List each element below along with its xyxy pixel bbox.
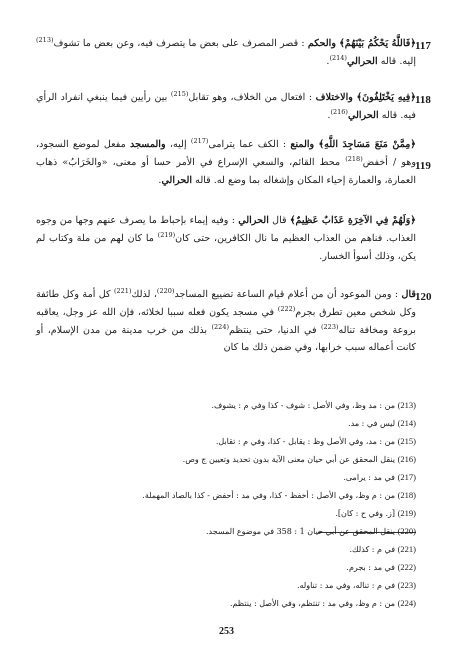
footnote-ref: (219) [157, 230, 176, 239]
entry-text: : افتعال من الخلاف، وهو تقابل [188, 92, 313, 103]
footnote-number: (216) [397, 454, 416, 464]
footnote-text: في مد : يرامى. [343, 473, 396, 482]
footnote-text: ليس في : مد. [348, 419, 396, 428]
footnote [36, 490, 416, 501]
footnote-text: في م : تناله، وفي مد : تناوله. [296, 581, 396, 590]
term: قال [401, 289, 416, 300]
entry-text: بذلك من خرب مدينة من مدن الإسلام، أو كانت أعماله سبب خرابها، وفي ضمن ذلك ما كان [36, 324, 416, 354]
entry-text: في مسجد يكون فعله سببا لخلائه، فإن الله عز وجل، يعاقبه بروعة ومخافة تناله [36, 306, 416, 336]
footnote-text: من : مد، وفي الأصل وظ : يقابل - كذا، وفي م : تقابل. [215, 437, 396, 446]
entry-number: 119 [415, 160, 431, 172]
footnote-text: ينقل المحقق عن أبي حيان معنى الآية بدون تحديد وتعيين ج وص. [182, 455, 396, 464]
verse-quote: ﴿مِمَّنْ مَنَعَ مَسَاجِدَ اللَّهِ﴾ [318, 139, 417, 150]
entry-120 [36, 286, 416, 357]
entry-text: بين رأيين فيما ينبغي انفراد الرأي فيه. قاله [36, 92, 416, 121]
footnote-number: (221) [397, 544, 416, 554]
footnote-text: من : م وظ، وفي مد : تنتظم، وفي الأصل : ينتظم. [229, 599, 396, 608]
entry-text: كل أمة وكل طائفة وكل شخص معين تطرق بجرم [36, 289, 416, 318]
footnote-text: ينقل المحقق عن أبي حيان 1 : 358 في موضوع المسجد. [206, 527, 396, 536]
footnote [36, 400, 416, 411]
entry-119-continuation [36, 212, 416, 265]
footnote-ref: (217) [190, 137, 209, 145]
footnote-number: (218) [397, 490, 416, 500]
entry-text: مفعل لموضع السجود، وهو / أخفض [36, 139, 416, 168]
entry-number: 117 [415, 40, 431, 52]
entry-text: . [158, 174, 162, 186]
entry-text: إليه. قاله [380, 55, 416, 67]
entry-text: محط القائم، والسعي الإسراع في الأمر حسا أو معنى، «والخَرَابُ» ذهاب العمارة، والعمارة إحياء المكان وإشغاله بما وضع له. قاله [36, 156, 416, 186]
footnote-ref: (213) [36, 36, 54, 44]
footnote [36, 508, 416, 519]
entry-text: إليه، [169, 139, 187, 150]
footnote-number: (217) [397, 472, 416, 482]
verse-quote: ﴿فَاللَّهُ يَحْكُمُ بَيْنَهُمْ﴾ [339, 38, 416, 49]
entry-text: : الكف عما يترامى [208, 139, 287, 150]
author-name: الحرالي [347, 109, 379, 121]
footnote-ref: (215) [170, 90, 189, 98]
author-name: الحرالي [161, 174, 193, 186]
term: والمسجد [130, 139, 166, 150]
term: والحكم [307, 38, 336, 49]
footnote-text: من : م وظ، وفي الأصل : أخفظ - كذا، وفي مد : أحفض - كذا بالصاد المهملة. [142, 491, 396, 500]
footnote-number: (224) [397, 598, 416, 608]
author-name: الحرالي [238, 215, 269, 226]
footnote-ref: (221) [113, 287, 132, 295]
footnote-ref: (220) [156, 287, 175, 295]
entry-text: : قصر المصرف على بعض ما يتصرف فيه، وعن بعض ما تشوف [53, 38, 305, 49]
entry-text: ، لذلك [131, 289, 157, 300]
entry-text: : ومن الموعود أن من أعلام قيام الساعة تضييع المساجد [174, 289, 399, 300]
footnote-number: (214) [397, 418, 416, 428]
footnote [36, 544, 416, 555]
entry-text: : وفيه إيماء بإحباط ما يصرف عنهم وجها من وجوه العذاب. فناهم من العذاب العظيم ما نال الكافرين، حتى كان [36, 215, 417, 244]
term: والاختلاف [315, 92, 353, 103]
footnote-ref: (222) [277, 304, 296, 313]
term: والمنع [290, 139, 315, 150]
footnote [36, 472, 416, 483]
footnote-number: (215) [397, 436, 416, 446]
entry-number: 120 [415, 291, 432, 303]
entry-text: في الدنيا، حتى ينتظم [229, 324, 317, 336]
footnote-ref: (224) [211, 322, 230, 331]
entry-118 [36, 89, 416, 125]
footnote [36, 562, 416, 573]
footnote-ref: (218) [345, 154, 363, 163]
entry-text: . [327, 109, 331, 121]
verse-quote: ﴿وَلَهُمْ فِي الآخِرَةِ عَذَابٌ عَظِيمٌ﴾ [289, 215, 416, 226]
entry-119 [36, 136, 416, 189]
footnote-number: (223) [397, 580, 416, 590]
footnote-text: في م : كذلك. [349, 545, 396, 554]
footnote-text: في مد : بجرم. [346, 563, 396, 572]
verse-quote: ﴿فِيهِ يَخْتَلِفُونَ﴾ [356, 92, 417, 103]
footnote [36, 526, 416, 537]
entry-text: . [326, 55, 330, 67]
entry-117 [36, 35, 416, 71]
footnote [36, 580, 416, 591]
entry-text: ما كان لهم من ملة وكتاب لم يكن، وذلك أسوأ الخسار. [36, 232, 416, 262]
footnote [36, 598, 416, 609]
entry-text: قال [272, 215, 287, 226]
entry-number: 118 [415, 94, 431, 106]
footnote-number: (213) [397, 400, 416, 410]
footnote-ref: (214) [329, 53, 347, 62]
footnote-number: (222) [397, 562, 416, 572]
footnote [36, 436, 416, 447]
footnote-ref: (216) [330, 107, 348, 116]
footnote-number: (220) [397, 526, 416, 536]
author-name: الحرالي [346, 55, 378, 67]
footnote-text: [ز. وفي ح : كان]. [335, 509, 396, 518]
footnote-text: من : مد وظ، وفي الأصل : شوف - كذا وفي م : يشوف. [211, 401, 396, 410]
footnote [36, 454, 416, 465]
footnote-ref: (223) [321, 322, 339, 331]
page-number: 253 [219, 626, 234, 637]
footnote-number: (219) [397, 508, 416, 518]
footnote [36, 418, 416, 429]
